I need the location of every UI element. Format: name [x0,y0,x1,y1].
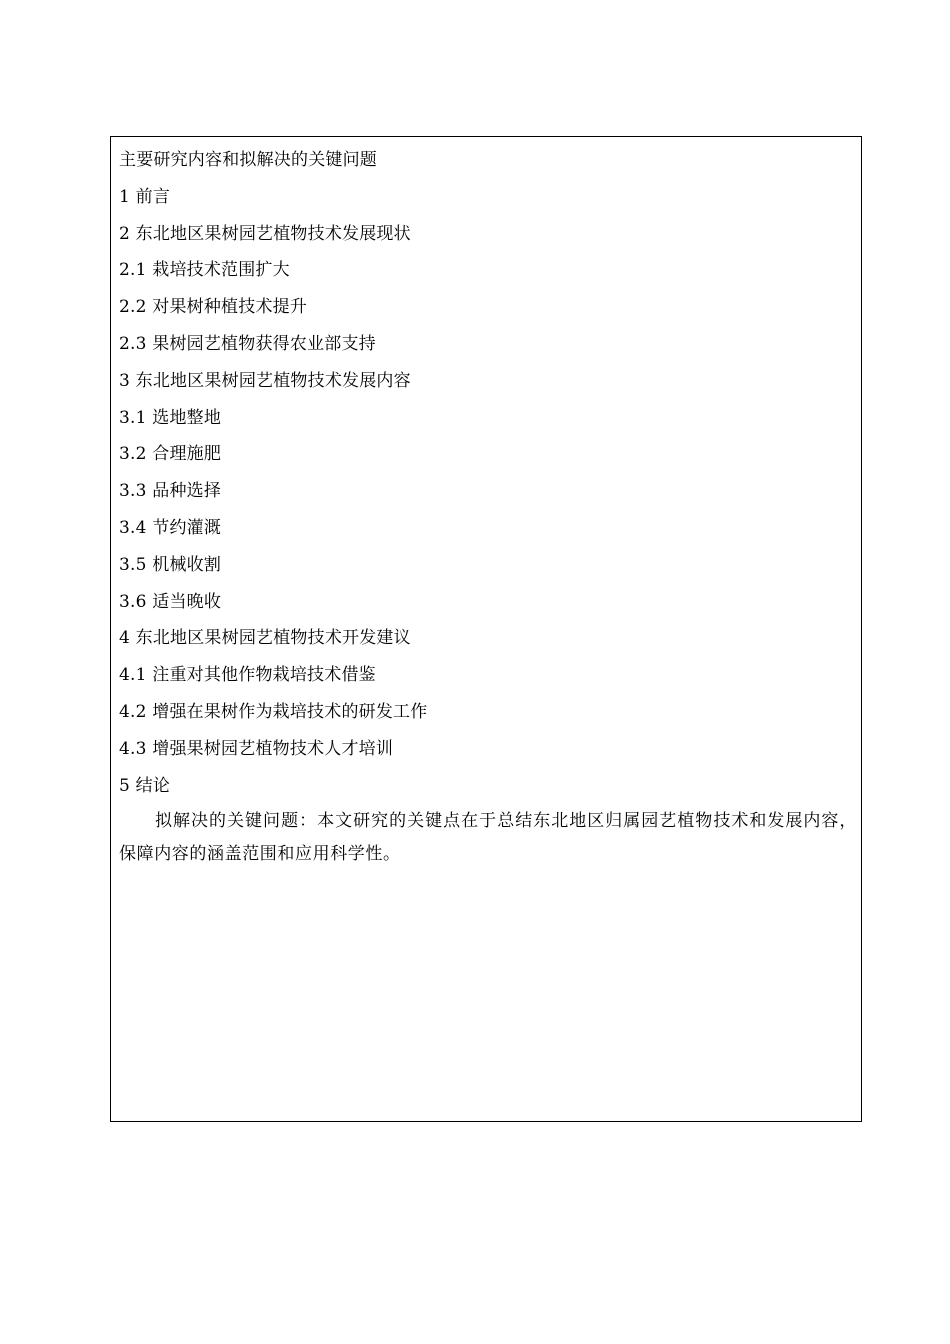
outline-item: 4.2 增强在果树作为栽培技术的研发工作 [119,701,428,722]
cell-content [119,142,857,871]
outline-item: 4.1 注重对其他作物栽培技术借鉴 [119,665,376,686]
content-table-cell [110,136,862,1122]
outline-item: 4 东北地区果树园艺植物技术开发建议 [119,628,411,649]
outline-item: 3.4 节约灌溉 [119,517,222,538]
outline-item: 3.5 机械收割 [119,554,222,575]
outline-item: 3.6 适当晚收 [119,591,222,612]
outline-item: 3.1 选地整地 [119,407,222,428]
outline-item: 2.2 对果树种植技术提升 [119,297,308,318]
outline-item: 2.1 栽培技术范围扩大 [119,260,290,281]
outline-item: 3.3 品种选择 [119,481,222,502]
outline-item: 3.2 合理施肥 [119,444,222,465]
outline-item: 3 东北地区果树园艺植物技术发展内容 [119,370,411,391]
outline-item: 4.3 增强果树园艺植物技术人才培训 [119,738,394,759]
outline-item: 2.3 果树园艺植物获得农业部支持 [119,333,376,354]
key-problem-paragraph: 拟解决的关键问题：本文研究的关键点在于总结东北地区归属园艺植物技术和发展内容，保障内容的涵盖范围和应用科学性。 [119,811,857,865]
outline-item: 1 前言 [119,186,171,207]
section-heading: 主要研究内容和拟解决的关键问题 [119,150,377,170]
outline-item: 5 结论 [119,775,171,796]
outline-item: 2 东北地区果树园艺植物技术发展现状 [119,223,411,244]
